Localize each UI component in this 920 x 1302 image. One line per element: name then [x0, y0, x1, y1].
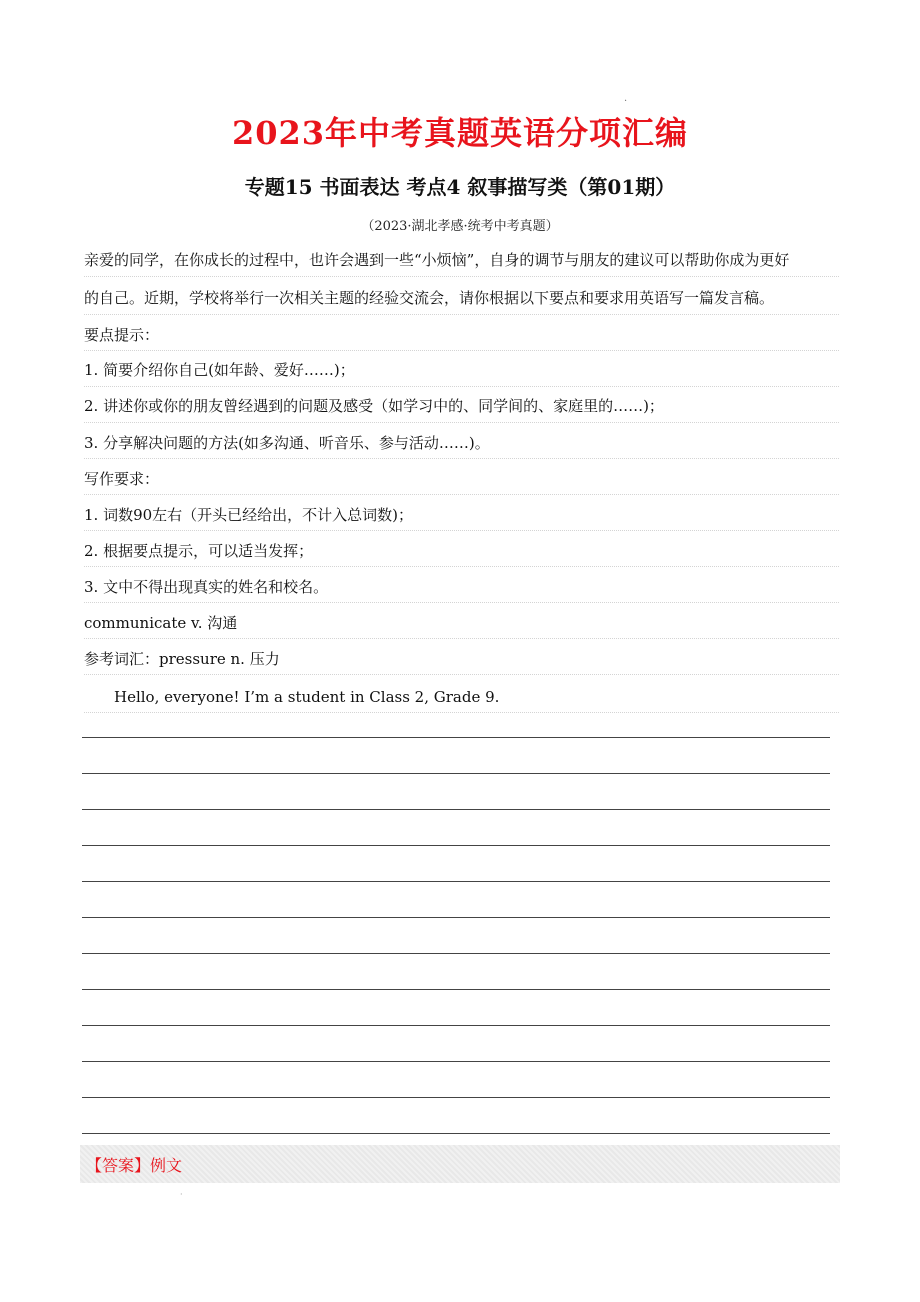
dotted-rule: [84, 530, 839, 531]
dotted-rule: [84, 602, 839, 603]
intro-line-1: 亲爱的同学，在你成长的过程中，也许会遇到一些“小烦恼”，自身的调节与朋友的建议可以帮助你成为更好: [84, 251, 790, 269]
intro-line-2: 的自己。近期，学校将举行一次相关主题的经验交流会，请你根据以下要点和要求用英语写一篇发言稿。: [84, 289, 775, 307]
writing-line[interactable]: [82, 1133, 830, 1134]
writing-line[interactable]: [82, 809, 830, 810]
writing-line[interactable]: [82, 881, 830, 882]
dotted-rule: [84, 386, 839, 387]
requirements-heading: 写作要求：: [84, 470, 160, 488]
writing-line[interactable]: [82, 773, 830, 774]
writing-line[interactable]: [82, 953, 830, 954]
dotted-rule: [84, 566, 839, 567]
point-item: 2. 讲述你或你的朋友曾经遇到的问题及感受（如学习中的、同学间的、家庭里的……)；: [84, 397, 664, 415]
dotted-rule: [84, 422, 839, 423]
page-title: 2023年中考真题英语分项汇编: [231, 114, 689, 152]
vocab-communicate: communicate v. 沟通: [84, 614, 238, 632]
point-item: 3. 分享解决问题的方法(如多沟通、听音乐、参与活动……)。: [84, 434, 490, 452]
header-dot: ·: [624, 96, 628, 107]
vocab-pressure: 参考词汇：pressure n. 压力: [84, 650, 280, 668]
writing-line[interactable]: [82, 1061, 830, 1062]
dotted-rule: [84, 276, 839, 277]
requirement-item: 1. 词数90左右（开头已经给出，不计入总词数)；: [84, 506, 414, 524]
requirement-item: 3. 文中不得出现真实的姓名和校名。: [84, 578, 329, 596]
answer-label: 【答案】例文: [86, 1156, 183, 1175]
points-heading: 要点提示：: [84, 326, 160, 344]
writing-line[interactable]: [82, 989, 830, 990]
dotted-rule: [84, 638, 839, 639]
dotted-rule: [84, 350, 839, 351]
page-subtitle: 专题15 书面表达 考点4 叙事描写类（第01期）: [244, 175, 676, 199]
writing-line[interactable]: [82, 1097, 830, 1098]
point-item: 1. 简要介绍你自己(如年龄、爱好……)；: [84, 361, 355, 379]
writing-line[interactable]: [82, 917, 830, 918]
writing-line[interactable]: [82, 845, 830, 846]
writing-line[interactable]: [82, 1025, 830, 1026]
requirement-item: 2. 根据要点提示，可以适当发挥；: [84, 542, 314, 560]
opening-sentence: Hello, everyone! I’m a student in Class 2, Grade 9.: [114, 688, 500, 706]
dotted-rule: [84, 458, 839, 459]
writing-line[interactable]: [82, 737, 830, 738]
dotted-rule: [84, 712, 839, 713]
question-source: （2023·湖北孝感·统考中考真题）: [361, 219, 559, 234]
dotted-rule: [84, 314, 839, 315]
footer-dot: ·: [180, 1190, 183, 1199]
answer-banner: [80, 1145, 840, 1183]
dotted-rule: [84, 674, 839, 675]
dotted-rule: [84, 494, 839, 495]
